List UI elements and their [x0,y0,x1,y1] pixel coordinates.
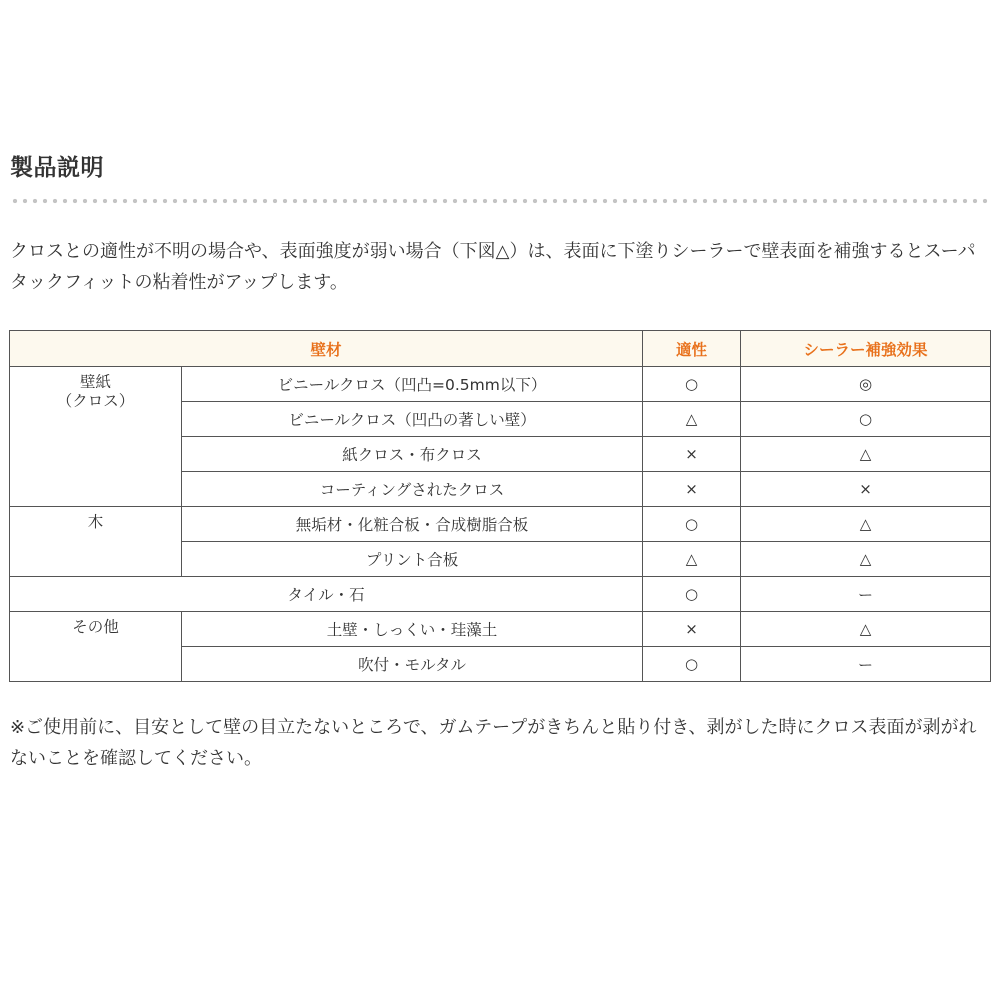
material-cell: タイル・石 [10,577,643,612]
group-other [10,612,182,682]
table-row [10,367,991,402]
material-cell: プリント合板 [182,542,643,577]
suitability-cell: ○ [643,647,741,682]
suitability-cell: ○ [643,367,741,402]
group-wallpaper [10,367,182,507]
sealer-effect-cell: △ [741,437,991,472]
dotted-divider [10,198,990,204]
page-title: 製品説明 [10,155,104,181]
table-row [10,577,991,612]
header-sealer-effect: シーラー補強効果 [741,331,991,367]
material-cell: コーティングされたクロス [182,472,643,507]
material-cell: ビニールクロス（凹凸=0.5mm以下） [182,367,643,402]
suitability-cell: × [643,472,741,507]
material-cell: 紙クロス・布クロス [182,437,643,472]
table-row [10,612,991,647]
sealer-effect-cell: ○ [741,402,991,437]
header-suitability: 適性 [643,331,741,367]
sealer-effect-cell: ー [741,577,991,612]
group-label: 壁紙 （クロス） [56,373,135,410]
material-cell: 無垢材・化粧合板・合成樹脂合板 [182,507,643,542]
suitability-cell: △ [643,402,741,437]
group-wood [10,507,182,577]
suitability-cell: △ [643,542,741,577]
intro-paragraph: クロスとの適性が不明の場合や、表面強度が弱い場合（下図△）は、表面に下塗りシーラーで壁表面を補強するとスーパタックフィットの粘着性がアップします。 [10,241,976,293]
compatibility-table-container [9,330,991,682]
sealer-effect-cell: ー [741,647,991,682]
group-label: 木 [87,513,104,531]
table-row [10,507,991,542]
sealer-effect-cell: × [741,472,991,507]
usage-note: ※ご使用前に、目安として壁の目立たないところで、ガムテープがきちんと貼り付き、剥がした時にクロス表面が剥がれないことを確認してください。 [10,717,977,769]
suitability-cell: × [643,612,741,647]
table-header-row [10,331,991,367]
sealer-effect-cell: △ [741,507,991,542]
material-cell: 吹付・モルタル [182,647,643,682]
material-cell: ビニールクロス（凹凸の著しい壁） [182,402,643,437]
sealer-effect-cell: △ [741,542,991,577]
compatibility-table [9,330,991,682]
group-label: その他 [72,618,119,636]
suitability-cell: ○ [643,507,741,542]
material-cell: 土壁・しっくい・珪藻土 [182,612,643,647]
header-material: 壁材 [10,331,643,367]
suitability-cell: ○ [643,577,741,612]
sealer-effect-cell: △ [741,612,991,647]
sealer-effect-cell: ◎ [741,367,991,402]
suitability-cell: × [643,437,741,472]
